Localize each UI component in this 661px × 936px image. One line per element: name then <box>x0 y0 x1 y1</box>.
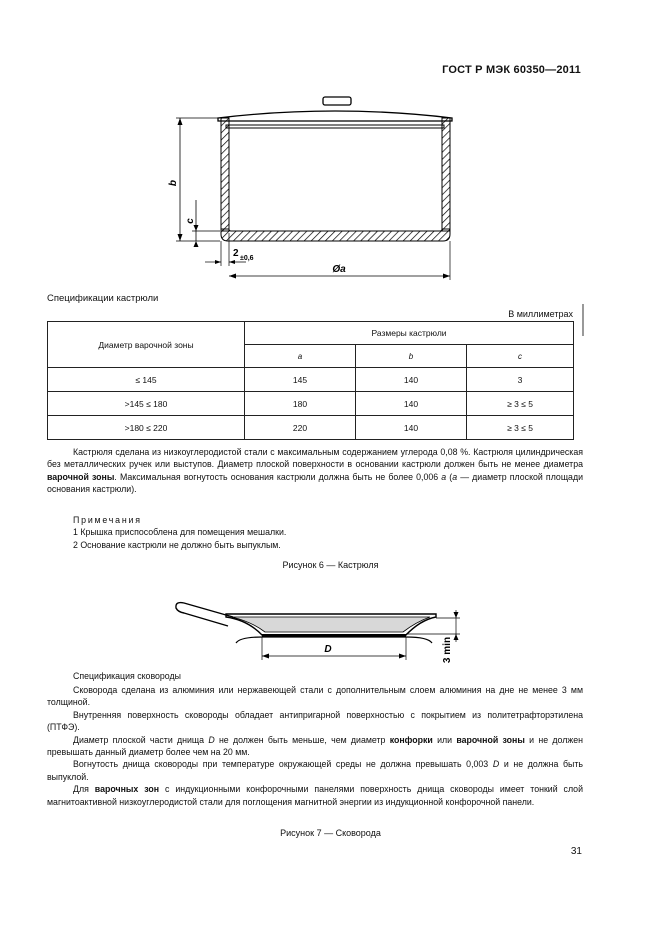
figure-6-caption: Рисунок 6 — Кастрюля <box>282 560 379 570</box>
dimension-b-label: b <box>168 179 179 187</box>
pan-handle <box>176 603 233 626</box>
figure-7-caption: Рисунок 7 — Сковорода <box>280 828 381 838</box>
saucepan-spec-table <box>47 321 574 440</box>
table-cell: >180 ≤ 220 <box>48 416 245 440</box>
note-item: 2 Основание кастрюли не должно быть выпуклым. <box>73 539 281 550</box>
page-number: 31 <box>570 846 582 857</box>
table-cell: 220 <box>245 416 356 440</box>
wall-thickness-label: 2 <box>233 248 239 259</box>
table-header-group: Размеры кастрюли <box>245 322 574 345</box>
dimension-a-label: Øa <box>332 264 346 275</box>
note-item: 1 Крышка приспособлена для помещения мешалки. <box>73 527 287 538</box>
table-cell: 140 <box>356 392 467 416</box>
saucepan-description <box>47 446 583 496</box>
table-cell: 140 <box>356 416 467 440</box>
dimension-c-label: c <box>185 218 196 224</box>
table-row <box>48 368 574 392</box>
saucepan-lid <box>218 111 452 121</box>
table-cell: ≥ 3 ≤ 5 <box>467 416 574 440</box>
table-subheader-b: b <box>356 345 467 368</box>
table-cell: 145 <box>245 368 356 392</box>
table-header-burner: Диаметр варочной зоны <box>48 322 245 368</box>
table-cell: 3 <box>467 368 574 392</box>
pan-paragraph: Внутренняя поверхность сковороды обладает антипригарной поверхностью с покрытием из политетрафторэтилена (ПТФЭ). <box>47 709 583 733</box>
lid-knob <box>323 97 351 105</box>
dimension-d-label: D <box>324 644 332 655</box>
table-row <box>48 392 574 416</box>
pan-description <box>47 684 583 808</box>
table-subheader-a: a <box>245 345 356 368</box>
table-cell: 140 <box>356 368 467 392</box>
pan-spec-title: Спецификация сковороды <box>73 671 181 681</box>
table-cell: >145 ≤ 180 <box>48 392 245 416</box>
saucepan-base <box>221 229 450 241</box>
frying-pan-drawing <box>0 590 661 680</box>
table-cell: 180 <box>245 392 356 416</box>
pan-paragraph: Диаметр плоской части днища D не должен быть меньше, чем диаметр конфорки или варочной зоны и не должен превышать данный диаметр более чем на 20 мм. <box>47 734 583 758</box>
saucepan-drawing <box>0 0 661 290</box>
saucepan-left-wall <box>221 118 229 231</box>
table-row <box>48 416 574 440</box>
table-subheader-c: c <box>467 345 574 368</box>
wall-tolerance-label: ±0,6 <box>240 255 254 262</box>
gap-min-label: 3 min <box>442 636 453 664</box>
saucepan-spec-title: Спецификации кастрюли <box>47 293 159 304</box>
units-label: В миллиметрах <box>508 309 573 319</box>
notes-title: Примечания <box>73 515 142 525</box>
pan-paragraph: Для варочных зон с индукционными конфорочными панелями поверхность днища сковороды имеет тонкий слой магнитоактивной низкоуглеродистой стали для поглощения магнитной энергии из индукционной конфорочной панели. <box>47 784 583 807</box>
hob-ring <box>236 637 432 643</box>
saucepan-description-paragraph: Кастрюля сделана из низкоуглеродистой стали с максимальным содержанием углерода 0,08 %. Кастрюля цилиндрическая без металлических ручек или выступов. Диаметр плоской поверхности в основании кастрюли должен быть не менее диаметра варочной зоны. Максимальная вогнутость основания кастрюли должна быть не более 0,006 a (a — диаметр плоской площади основания кастрюли). <box>47 447 583 495</box>
saucepan-notes <box>73 514 286 551</box>
document-header: ГОСТ Р МЭК 60350—2011 <box>442 64 581 76</box>
pan-paragraph: Сковорода сделана из алюминия или нержавеющей стали с дополнительным слоем алюминия на дне не менее 3 мм толщиной. <box>47 685 583 708</box>
saucepan-right-wall <box>442 118 450 231</box>
pan-paragraph: Вогнутость днища сковороды при температуре окружающей среды не должна превышать 0,003 D и не должна быть выпуклой. <box>47 759 583 782</box>
table-cell: ≤ 145 <box>48 368 245 392</box>
table-cell: ≥ 3 ≤ 5 <box>467 392 574 416</box>
